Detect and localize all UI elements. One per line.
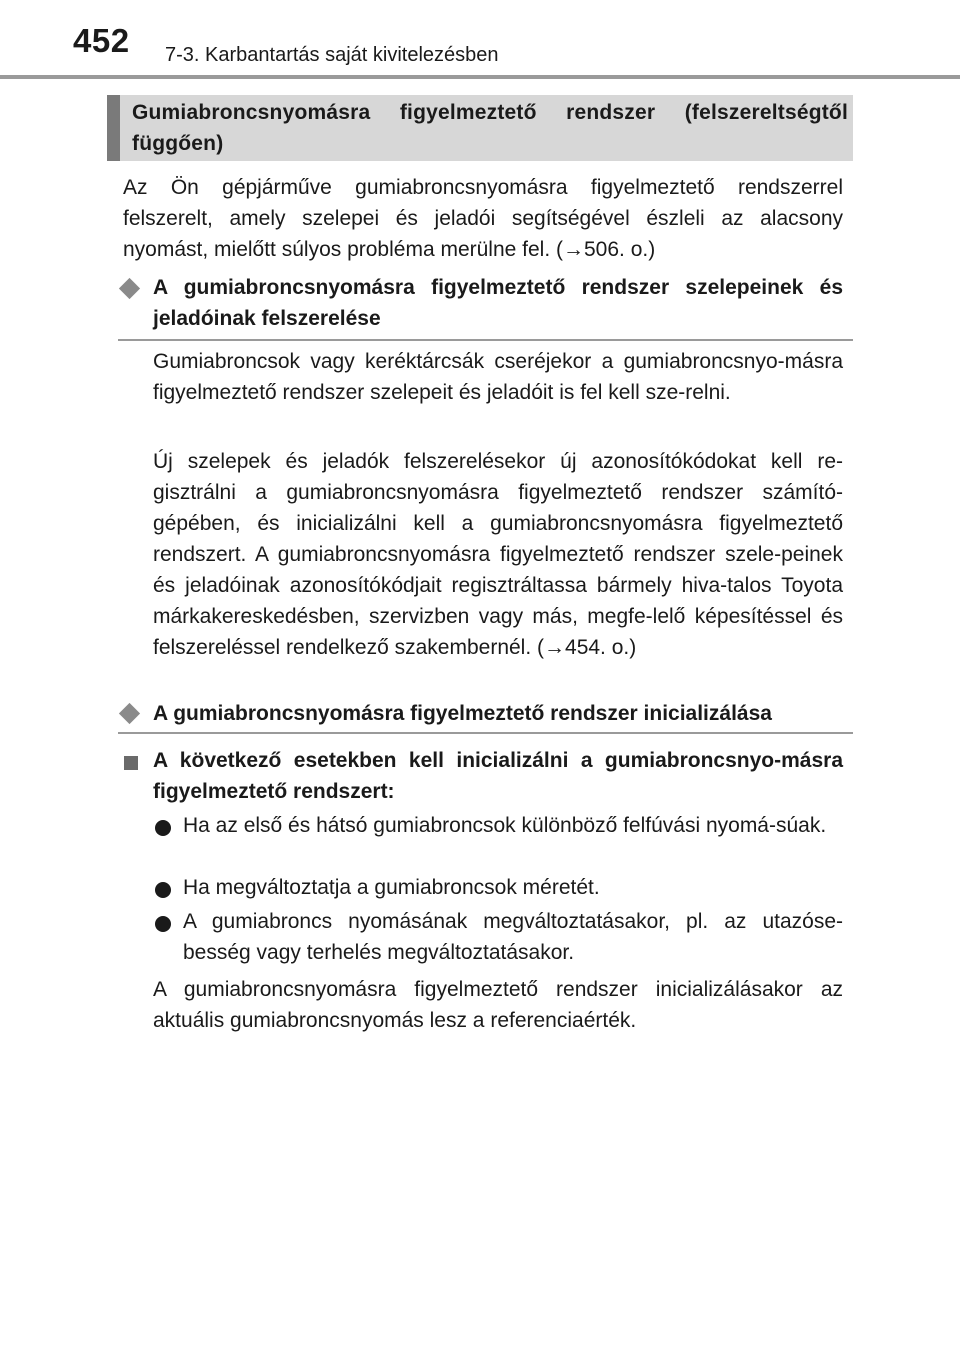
diamond-bullet-icon xyxy=(119,278,140,299)
bullet-icon xyxy=(155,820,171,836)
case-heading: A következő esetekben kell inicializálni a gumiabroncsnyo-másra figyelmeztető rendszert: xyxy=(153,749,843,803)
subsection-divider xyxy=(118,339,853,341)
header-divider xyxy=(0,75,960,79)
subsection-heading-initialization: A gumiabroncsnyomásra figyelmeztető rendszer inicializálása xyxy=(153,702,772,725)
diamond-bullet-icon xyxy=(119,703,140,724)
bullet-item: Ha megváltoztatja a gumiabroncsok méretét. xyxy=(183,876,600,899)
paragraph-new-valves: Új szelepek és jeladók felszerelésekor új azonosítókódokat kell re-gisztrálni a gumiabroncsnyomásra figyelmeztető rendszer számító-gépében, és inicializálni kell a gumiabroncsnyomásra figyelmeztető rendszert. A gumiabroncsnyomásra figyelmeztető rendszer szele-peinek és jeladóinak azonosítókódjait regisztráltassa bármely hiva-talos Toyota márkakereskedésben, szervizben vagy más, megfe-lelő képesítéssel és felszereléssel rendelkező szakembernél. (→454. o.) xyxy=(153,450,843,659)
paragraph-tire-replacement: Gumiabroncsok vagy keréktárcsák cseréjekor a gumiabroncsnyo-másra figyelmeztető rendszer szelepeit és jeladóit is fel kell sze-relni. xyxy=(153,350,843,404)
subsection-heading-valves: A gumiabroncsnyomásra figyelmeztető rendszer szelepeinek és jeladóinak felszerelése xyxy=(153,276,843,330)
chapter-title: 7-3. Karbantartás saját kivitelezésben xyxy=(165,44,499,66)
bullet-icon xyxy=(155,882,171,898)
section-title-box xyxy=(107,95,853,161)
page-number: 452 xyxy=(73,22,130,59)
closing-paragraph: A gumiabroncsnyomásra figyelmeztető rendszer inicializálásakor az aktuális gumiabroncsnyomás lesz a referenciaérték. xyxy=(153,978,843,1032)
subsection-divider xyxy=(118,732,853,734)
section-title: Gumiabroncsnyomásra figyelmeztető rendszer (felszereltségtől függően) xyxy=(132,101,848,155)
bullet-item: Ha az első és hátsó gumiabroncsok különböző felfúvási nyomá-súak. xyxy=(183,814,827,837)
bullet-icon xyxy=(155,916,171,932)
bullet-item: A gumiabroncs nyomásának megváltoztatásakor, pl. az utazóse-besség vagy terhelés megváltoztatásakor. xyxy=(183,910,843,964)
intro-paragraph: Az Ön gépjárműve gumiabroncsnyomásra figyelmeztető rendszerrel felszerelt, amely szelepei és jeladói segítségével észleli az alacsony nyomást, mielőtt súlyos probléma merülne fel. (→506. o.) xyxy=(123,176,843,261)
square-bullet-icon xyxy=(124,756,138,770)
